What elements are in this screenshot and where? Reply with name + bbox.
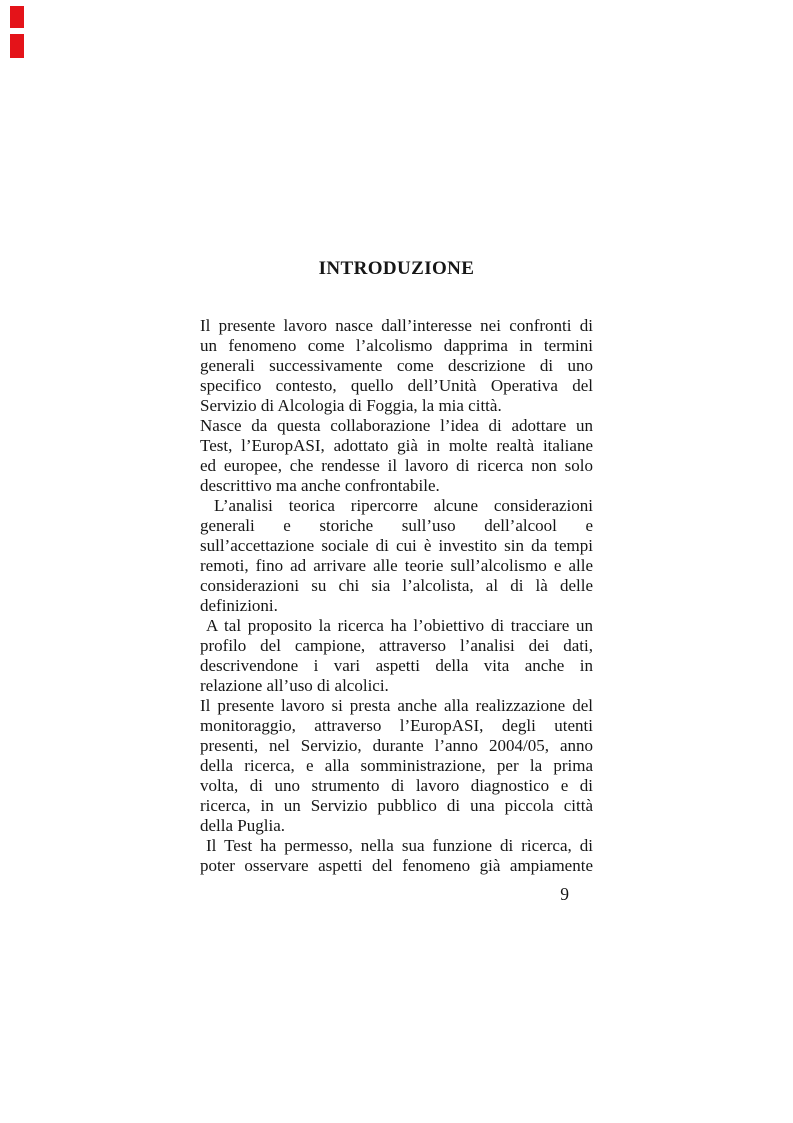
text-line: Test, l’EuropASI, adottato già in molte realtà italiane: [200, 436, 593, 455]
text-line: Il presente lavoro si presta anche alla realizzazione del: [200, 696, 593, 715]
body-text: [200, 316, 593, 876]
text-line: generali successivamente come descrizione di uno: [200, 356, 593, 375]
text-line: ricerca, in un Servizio pubblico di una piccola città: [200, 796, 593, 815]
paragraph: [200, 836, 593, 876]
text-line: profilo del campione, attraverso l’analisi dei dati,: [200, 636, 593, 655]
paragraph: [200, 316, 593, 416]
text-line: Il presente lavoro nasce dall’interesse nei confronti di: [200, 316, 593, 335]
text-line: volta, di uno strumento di lavoro diagnostico e di: [200, 776, 593, 795]
paragraph: [200, 616, 593, 696]
text-line: descrivendone i vari aspetti della vita anche in: [200, 656, 593, 675]
text-line: Nasce da questa collaborazione l’idea di adottare un: [200, 416, 593, 435]
text-line: L’analisi teorica ripercorre alcune considerazioni: [214, 496, 593, 515]
text-line: considerazioni su chi sia l’alcolista, al di là delle: [200, 576, 593, 595]
text-line: remoti, fino ad arrivare alle teorie sull’alcolismo e alle: [200, 556, 593, 575]
text-line: A tal proposito la ricerca ha l’obiettivo di tracciare un: [206, 616, 593, 635]
text-line: della Puglia.: [200, 816, 285, 835]
paragraph: [200, 496, 593, 616]
page-title: INTRODUZIONE: [318, 258, 475, 279]
text-line: Servizio di Alcologia di Foggia, la mia città.: [200, 396, 502, 415]
paragraph: [200, 416, 593, 496]
text-line: della ricerca, e alla somministrazione, per la prima: [200, 756, 593, 775]
text-line: monitoraggio, attraverso l’EuropASI, degli utenti: [200, 716, 593, 735]
text-line: descrittivo ma anche confrontabile.: [200, 476, 440, 495]
text-line: ed europee, che rendesse il lavoro di ricerca non solo: [200, 456, 593, 475]
text-line: relazione all’uso di alcolici.: [200, 676, 389, 695]
text-line: definizioni.: [200, 596, 278, 615]
text-line: poter osservare aspetti del fenomeno già ampiamente: [200, 856, 593, 875]
red-corner-mark: [10, 6, 24, 28]
text-column: [200, 0, 593, 1123]
page-number: 9: [560, 884, 569, 904]
paragraph: [200, 696, 593, 836]
text-line: Il Test ha permesso, nella sua funzione di ricerca, di: [206, 836, 593, 855]
text-line: sull’accettazione sociale di cui è investito sin da tempi: [200, 536, 593, 555]
text-line: generali e storiche sull’uso dell’alcool e: [200, 516, 593, 535]
text-line: un fenomeno come l’alcolismo dapprima in termini: [200, 336, 593, 355]
text-line: presenti, nel Servizio, durante l’anno 2004/05, anno: [200, 736, 593, 755]
text-line: specifico contesto, quello dell’Unità Operativa del: [200, 376, 593, 395]
red-corner-mark: [10, 34, 24, 58]
